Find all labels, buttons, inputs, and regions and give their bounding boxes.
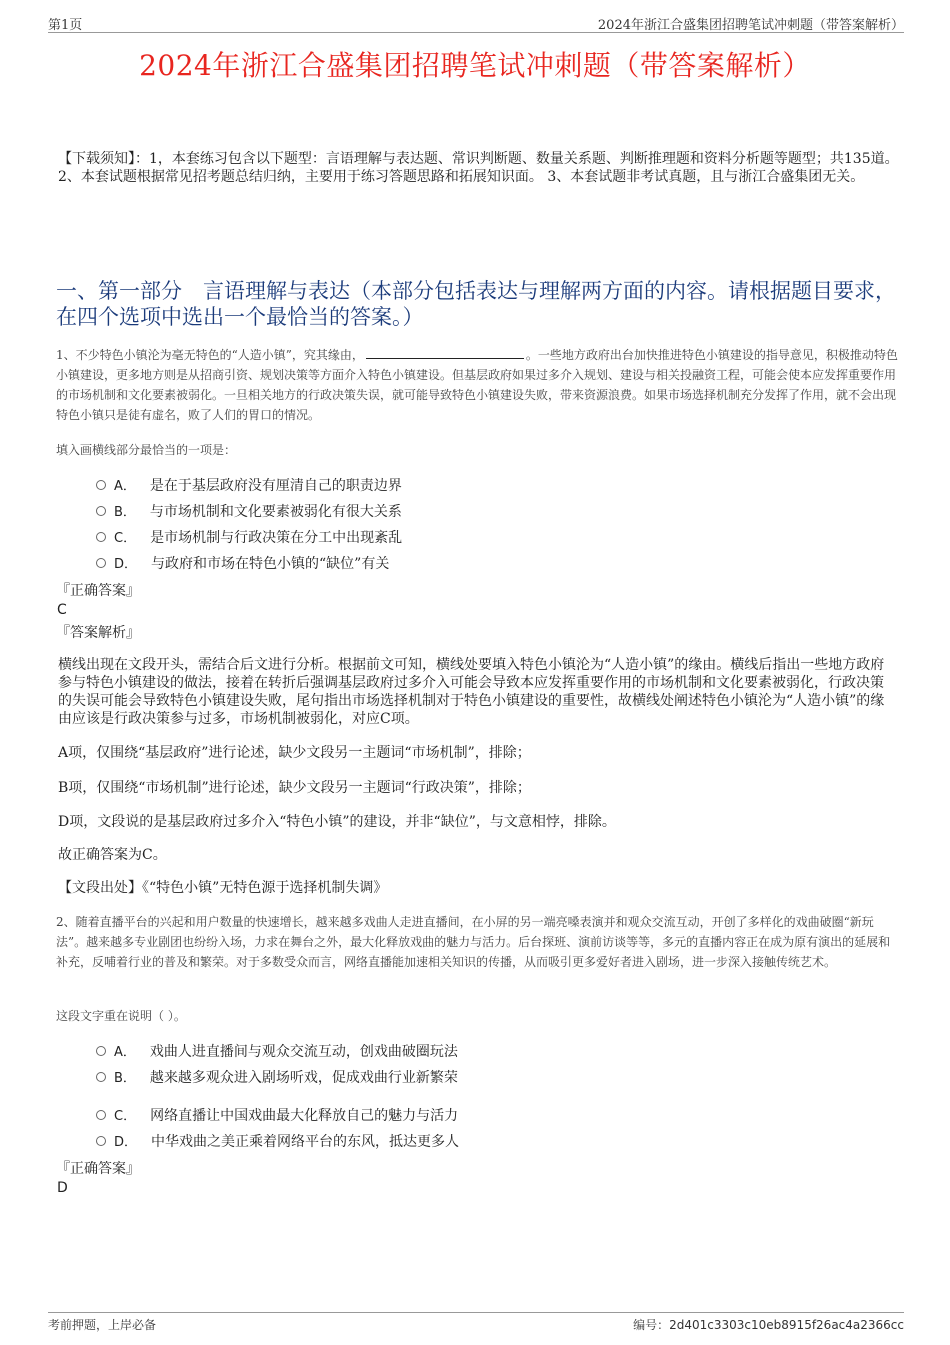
- page-number: 第1页: [48, 18, 83, 33]
- option-key: C．: [114, 1109, 137, 1124]
- question-1-option-b[interactable]: [96, 502, 402, 522]
- analysis-option-a: A项，仅围绕“基层政府”进行论述，缺少文段另一主题词“市场机制”，排除；: [58, 745, 531, 761]
- document-code-value: 2d401c3303c10eb8915f26ac4a2366cc: [669, 1318, 904, 1332]
- correct-answer-label: 『正确答案』: [56, 1161, 140, 1177]
- analysis-paragraph: 横线出现在文段开头，需结合后文进行分析。根据前文可知，横线处要填入特色小镇沦为“人造小镇”的缘由。横线后指出一些地方政府参与特色小镇建设的做法，接着在转折后强调基层政府过多介入可能会导致本应发挥重要作用的市场机制和文化要素被弱化，行政决策的失误可能会导致特色小镇建设失败，尾句指出市场选择机制对于特色小镇建设的重要性，故横线处阐述特色小镇沦为“人造小镇”的缘由应该是行政决策参与过多，市场机制被弱化，对应C项。: [58, 657, 885, 727]
- option-key: D．: [114, 1135, 138, 1150]
- document-title: 2024年浙江合盛集团招聘笔试冲刺题（带答案解析）: [139, 49, 811, 82]
- radio-icon[interactable]: [96, 1136, 106, 1146]
- radio-icon[interactable]: [96, 532, 106, 542]
- analysis-option-b: B项，仅围绕“市场机制”进行论述，缺少文段另一主题词“行政决策”，排除；: [58, 780, 531, 796]
- section-heading: 一、第一部分 言语理解与表达（本部分包括表达与理解两方面的内容。请根据题目要求，在四个选项中选出一个最恰当的答案。）: [56, 279, 896, 329]
- option-key: B．: [114, 1071, 136, 1086]
- question-1-option-a[interactable]: [96, 476, 402, 496]
- option-key: A．: [114, 1045, 136, 1060]
- question-1-option-d[interactable]: [96, 554, 389, 574]
- radio-icon[interactable]: [96, 480, 106, 490]
- page-footer: [48, 1312, 904, 1337]
- analysis-option-d: D项，文段说的是基层政府过多介入“特色小镇”的建设，并非“缺位”，与文意相悖，排除。: [58, 814, 616, 830]
- analysis-conclusion: 故正确答案为C。: [58, 847, 167, 863]
- correct-answer: C: [57, 602, 67, 618]
- correct-answer-label: 『正确答案』: [56, 583, 140, 599]
- question-2-option-b[interactable]: [96, 1068, 458, 1088]
- answer-blank: [366, 346, 524, 359]
- radio-icon[interactable]: [96, 506, 106, 516]
- radio-icon[interactable]: [96, 1072, 106, 1082]
- document-code: [633, 1316, 904, 1333]
- download-notice: 【下载须知】：1，本套练习包含以下题型：言语理解与表达题、常识判断题、数量关系题、判断推理题和资料分析题等题型；共135道。 2、本套试题根据常见招考题总结归纳，主要用于练习答题思路和拓展知识面。 3、本套试题非考试真题，且与浙江合盛集团无关。: [58, 151, 899, 185]
- radio-icon[interactable]: [96, 1046, 106, 1056]
- question-1-text-after: 。一些地方政府出台加快推进特色小镇建设的指导意见，积极推动特色小镇建设，更多地方则是从招商引资、规划决策等方面介入特色小镇建设。但基层政府如果过多介入规划、建设与相关投融资工程，可能会使本应发挥重要作用的市场机制和文化要素被弱化。一旦相关地方的行政决策失误，就可能导致特色小镇建设失败，带来资源浪费。如果市场选择机制充分发挥了作用，就不会出现特色小镇只是徒有虚名，败了人们的胃口的情况。: [56, 348, 898, 422]
- footer-slogan: 考前押题，上岸必备: [48, 1318, 157, 1332]
- question-2-option-d[interactable]: [96, 1132, 459, 1152]
- radio-icon[interactable]: [96, 1110, 106, 1120]
- option-text: 与市场机制和文化要素被弱化有很大关系: [149, 504, 402, 520]
- option-text: 戏曲人进直播间与观众交流互动，创戏曲破圈玩法: [149, 1044, 458, 1060]
- option-key: A．: [114, 479, 136, 494]
- radio-icon[interactable]: [96, 558, 106, 568]
- question-2-option-c[interactable]: [96, 1106, 458, 1126]
- option-text: 越来越多观众进入剧场听戏，促成戏曲行业新繁荣: [149, 1070, 458, 1086]
- option-key: C．: [114, 531, 137, 546]
- document-code-label: 编号：: [633, 1318, 670, 1332]
- question-2-text: 2、随着直播平台的兴起和用户数量的快速增长，越来越多戏曲人走进直播间，在小屏的另一端亮嗓表演并和观众交流互动，开创了多样化的戏曲破圈“新玩法”。越来越多专业剧团也纷纷入场，力求在舞台之外，最大化释放戏曲的魅力与活力。后台探班、演前访谈等等，多元的直播内容正在成为原有演出的延展和补充，反哺着行业的普及和繁荣。对于多数受众而言，网络直播能加速相关知识的传播，从而吸引更多爱好者进入剧场，进一步深入接触传统艺术。: [56, 915, 891, 969]
- option-text: 中华戏曲之美正乘着网络平台的东风，抵达更多人: [151, 1134, 460, 1150]
- question-2-prompt: 这段文字重在说明（ ）。: [56, 1009, 186, 1023]
- header-doc-title: 2024年浙江合盛集团招聘笔试冲刺题（带答案解析）: [597, 18, 904, 33]
- question-1-prompt: 填入画横线部分最恰当的一项是：: [56, 443, 237, 457]
- question-1-option-c[interactable]: [96, 528, 402, 548]
- option-key: D．: [114, 557, 138, 572]
- page-header: [48, 10, 904, 33]
- question-1-text-before: 1、不少特色小镇沦为毫无特色的“人造小镇”，究其缘由，: [56, 348, 364, 362]
- option-text: 网络直播让中国戏曲最大化释放自己的魅力与活力: [150, 1108, 459, 1124]
- correct-answer: D: [57, 1180, 68, 1196]
- option-key: B．: [114, 505, 136, 520]
- source-citation: 【文段出处】《“特色小镇”无特色源于选择机制失调》: [58, 880, 388, 896]
- question-1-text: [56, 345, 898, 425]
- option-text: 是市场机制与行政决策在分工中出现紊乱: [150, 530, 403, 546]
- question-2-option-a[interactable]: [96, 1042, 458, 1062]
- option-text: 是在于基层政府没有厘清自己的职责边界: [149, 478, 402, 494]
- analysis-label: 『答案解析』: [56, 625, 140, 641]
- option-text: 与政府和市场在特色小镇的“缺位”有关: [151, 556, 390, 572]
